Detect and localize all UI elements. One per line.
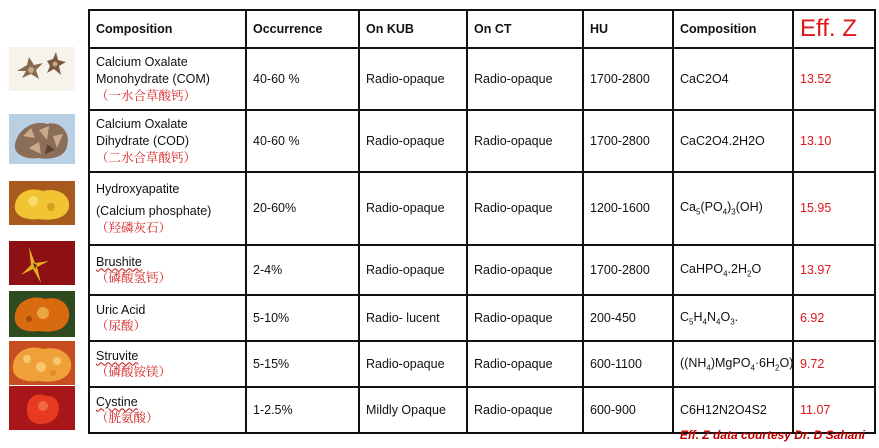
stone-name-line1: Calcium Oxalate bbox=[96, 117, 188, 132]
formula-cell: $C_5H_4N_4O_3$. bbox=[673, 295, 793, 341]
header-on-ct: On CT bbox=[467, 10, 583, 48]
formula-cell: C6H12N2O4S2 bbox=[673, 387, 793, 433]
composition-cell bbox=[89, 341, 246, 387]
eff-z-cell: 11.07 bbox=[793, 387, 875, 433]
eff-z-cell: 6.92 bbox=[793, 295, 875, 341]
stone-name-chinese: （尿酸） bbox=[96, 319, 147, 334]
formula-cell: $Ca_5(PO_4)_3(OH)$ bbox=[673, 172, 793, 245]
stone-name-line1: Brushite bbox=[96, 254, 142, 269]
struvite-stone-photo bbox=[9, 341, 75, 385]
table-row bbox=[89, 245, 875, 295]
table-row bbox=[89, 110, 875, 172]
occurrence-cell: 2-4% bbox=[246, 245, 359, 295]
eff-z-cell: 15.95 bbox=[793, 172, 875, 245]
header-composition: Composition bbox=[89, 10, 246, 48]
composition-cell bbox=[89, 387, 246, 433]
stone-name-chinese: （羟磷灰石） bbox=[96, 221, 172, 236]
ct-cell: Radio-opaque bbox=[467, 341, 583, 387]
ct-cell: Radio-opaque bbox=[467, 48, 583, 110]
hu-cell: 1700-2800 bbox=[583, 48, 673, 110]
hu-cell: 600-900 bbox=[583, 387, 673, 433]
hu-cell: 200-450 bbox=[583, 295, 673, 341]
stone-name-chinese: （磷酸氢钙） bbox=[96, 271, 172, 286]
occurrence-cell: 20-60% bbox=[246, 172, 359, 245]
formula-cell: CaC2O4.2H2O bbox=[673, 110, 793, 172]
ct-cell: Radio-opaque bbox=[467, 295, 583, 341]
hu-cell: 600-1100 bbox=[583, 341, 673, 387]
header-composition-formula: Composition bbox=[673, 10, 793, 48]
stone-name-chinese: （一水合草酸钙） bbox=[96, 88, 197, 103]
stone-name-line1: Uric Acid bbox=[96, 302, 146, 317]
composition-cell bbox=[89, 172, 246, 245]
header-on-kub: On KUB bbox=[359, 10, 467, 48]
occurrence-cell: 1-2.5% bbox=[246, 387, 359, 433]
stone-name-chinese: （二水合草酸钙） bbox=[96, 150, 197, 165]
hydroxyapatite-stone-photo bbox=[9, 181, 75, 225]
cystine-stone-photo bbox=[9, 386, 75, 430]
kub-cell: Radio-opaque bbox=[359, 172, 467, 245]
stone-name-chinese: （磷酸铵镁） bbox=[96, 365, 172, 380]
table-row bbox=[89, 341, 875, 387]
table-row bbox=[89, 387, 875, 433]
uric-acid-stone-photo bbox=[9, 291, 75, 337]
kub-cell: Mildly Opaque bbox=[359, 387, 467, 433]
kub-cell: Radio-opaque bbox=[359, 110, 467, 172]
formula-cell: CaC2O4 bbox=[673, 48, 793, 110]
stone-name-chinese: （胱氨酸） bbox=[96, 411, 159, 426]
kub-cell: Radio-opaque bbox=[359, 341, 467, 387]
ct-cell: Radio-opaque bbox=[467, 387, 583, 433]
kidney-stone-composition-table bbox=[88, 9, 876, 434]
hu-cell: 1700-2800 bbox=[583, 245, 673, 295]
table-row bbox=[89, 295, 875, 341]
table-row bbox=[89, 172, 875, 245]
calcium-oxalate-monohydrate-stone-photo bbox=[9, 47, 75, 91]
occurrence-cell: 5-10% bbox=[246, 295, 359, 341]
hu-cell: 1200-1600 bbox=[583, 172, 673, 245]
composition-cell bbox=[89, 245, 246, 295]
eff-z-cell: 13.97 bbox=[793, 245, 875, 295]
composition-cell bbox=[89, 110, 246, 172]
occurrence-cell: 40-60 % bbox=[246, 110, 359, 172]
kub-cell: Radio- lucent bbox=[359, 295, 467, 341]
kub-cell: Radio-opaque bbox=[359, 48, 467, 110]
stone-name-line2: Monohydrate (COM) bbox=[96, 71, 210, 86]
header-occurrence: Occurrence bbox=[246, 10, 359, 48]
ct-cell: Radio-opaque bbox=[467, 245, 583, 295]
hu-cell: 1700-2800 bbox=[583, 110, 673, 172]
header-eff-z: Eff. Z bbox=[793, 10, 875, 48]
composition-cell bbox=[89, 295, 246, 341]
stone-name-line1: Struvite bbox=[96, 348, 139, 363]
occurrence-cell: 40-60 % bbox=[246, 48, 359, 110]
ct-cell: Radio-opaque bbox=[467, 172, 583, 245]
occurrence-cell: 5-15% bbox=[246, 341, 359, 387]
table-header-row bbox=[89, 10, 875, 48]
ct-cell: Radio-opaque bbox=[467, 110, 583, 172]
eff-z-cell: 13.10 bbox=[793, 110, 875, 172]
stone-name-line1: Cystine bbox=[96, 394, 138, 409]
composition-cell bbox=[89, 48, 246, 110]
formula-cell: $CaHPO_4.2H_2O$ bbox=[673, 245, 793, 295]
brushite-stone-photo bbox=[9, 241, 75, 285]
eff-z-cell: 13.52 bbox=[793, 48, 875, 110]
eff-z-cell: 9.72 bbox=[793, 341, 875, 387]
header-hu: HU bbox=[583, 10, 673, 48]
table-row bbox=[89, 48, 875, 110]
formula-cell: $((NH_4)MgPO_4\cdot 6H_2O)$ bbox=[673, 341, 793, 387]
stone-name-line2: Dihydrate (COD) bbox=[96, 133, 190, 148]
stone-name-line1: Calcium Oxalate bbox=[96, 55, 188, 70]
kub-cell: Radio-opaque bbox=[359, 245, 467, 295]
stone-name-line2: (Calcium phosphate) bbox=[96, 204, 212, 219]
stone-photo-column bbox=[0, 0, 88, 448]
data-credit-note: Eff. Z data courtesy Dr. D Sahani bbox=[679, 428, 865, 442]
stone-name-line1: Hydroxyapatite bbox=[96, 181, 180, 196]
calcium-oxalate-dihydrate-stone-photo bbox=[9, 114, 75, 164]
